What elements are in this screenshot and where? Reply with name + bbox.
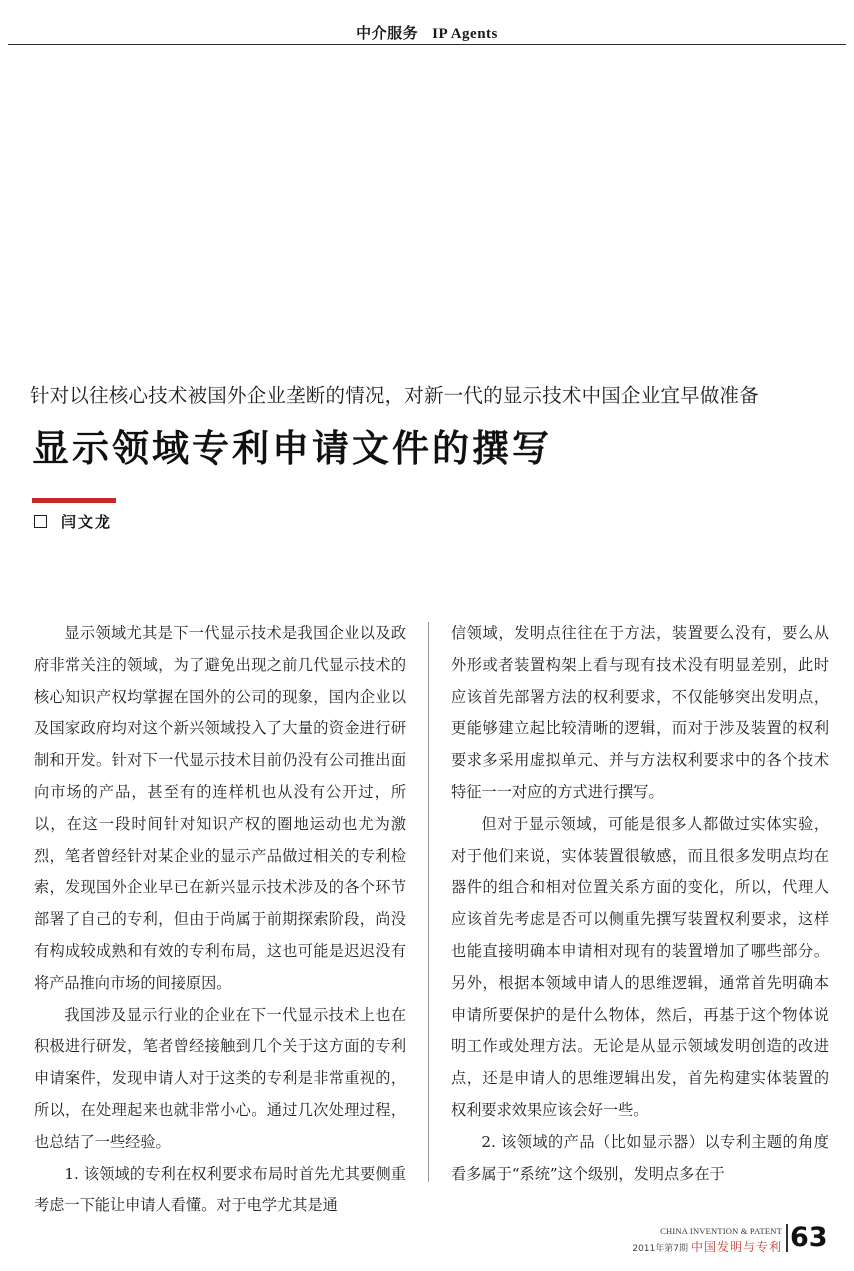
- article-subtitle: 针对以往核心技术被国外企业垄断的情况，对新一代的显示技术中国企业宜早做准备: [30, 384, 759, 407]
- byline: [34, 511, 112, 531]
- magazine-name-cn: 中国发明与专利: [690, 1240, 782, 1254]
- title-accent-bar: [32, 498, 116, 503]
- author-name: 闫文龙: [61, 512, 113, 531]
- paragraph: 我国涉及显示行业的企业在下一代显示技术上也在积极进行研发，笔者曾经接触到几个关于这方面的专利申请案件，发现申请人对于这类的专利是非常重视的，所以，在处理起来也就非常小心。通过几次处理过程，也总结了一些经验。: [34, 1005, 406, 1151]
- article-title: 显示领域专利申请文件的撰写: [32, 427, 552, 470]
- section-name-en: IP Agents: [432, 26, 498, 42]
- footer-divider: [786, 1224, 788, 1252]
- column-divider: [428, 622, 429, 1182]
- paragraph: 2. 该领域的产品（比如显示器）以专利主题的角度看多属于“系统”这个级别，发明点多在于: [451, 1132, 829, 1183]
- paragraph: 显示领域尤其是下一代显示技术是我国企业以及政府非常关注的领域，为了避免出现之前几代显示技术的核心知识产权均掌握在国外的公司的现象，国内企业以及国家政府均对这个新兴领域投入了大量的资金进行研制和开发。针对下一代显示技术目前仍没有公司推出面向市场的产品，甚至有的连样机也从没有公开过，所以，在这一段时间针对知识产权的圈地运动也尤为激烈，笔者曾经针对某企业的显示产品做过相关的专利检索，发现国外企业早已在新兴显示技术涉及的各个环节部署了自己的专利，但由于尚属于前期探索阶段，尚没有构成较成熟和有效的专利布局，这也可能是迟迟没有将产品推向市场的间接原因。: [34, 624, 406, 992]
- page-number: 63: [790, 1222, 828, 1253]
- paragraph: 信领域，发明点往往在于方法，装置要么没有，要么从外形或者装置构架上看与现有技术没有明显差别，此时应该首先部署方法的权利要求，不仅能够突出发明点，更能够建立起比较清晰的逻辑，而对于涉及装置的权利要求多采用虚拟单元、并与方法权利要求中的各个技术特征一一对应的方式进行撰写。: [451, 624, 829, 801]
- square-bullet-icon: [34, 515, 47, 528]
- page-header: [0, 0, 854, 44]
- magazine-issue-line: [632, 1238, 782, 1255]
- section-name-cn: 中介服务: [356, 24, 419, 42]
- paragraph: 1. 该领域的专利在权利要求布局时首先尤其要侧重考虑一下能让申请人看懂。对于电学尤其是通: [34, 1164, 406, 1215]
- issue-label: 2011年第7期: [632, 1244, 688, 1254]
- section-heading: [0, 22, 854, 43]
- paragraph: 但对于显示领域，可能是很多人都做过实体实验，对于他们来说，实体装置很敏感，而且很多发明点均在器件的组合和相对位置关系方面的变化，所以，代理人应该首先考虑是否可以侧重先撰写装置权利要求，这样也能直接明确本申请相对现有的装置增加了哪些部分。另外，根据本领域申请人的思维逻辑，通常首先明确本申请所要保护的是什么物体，然后，再基于这个物体说明工作或处理方法。无论是从显示领域发明创造的改进点，还是申请人的思维逻辑出发，首先构建实体装置的权利要求效果应该会好一些。: [451, 814, 829, 1119]
- header-divider: [8, 44, 846, 45]
- body-column-left: [34, 618, 406, 1222]
- body-column-right: [451, 618, 829, 1190]
- magazine-name-en: CHINA INVENTION & PATENT: [660, 1226, 782, 1236]
